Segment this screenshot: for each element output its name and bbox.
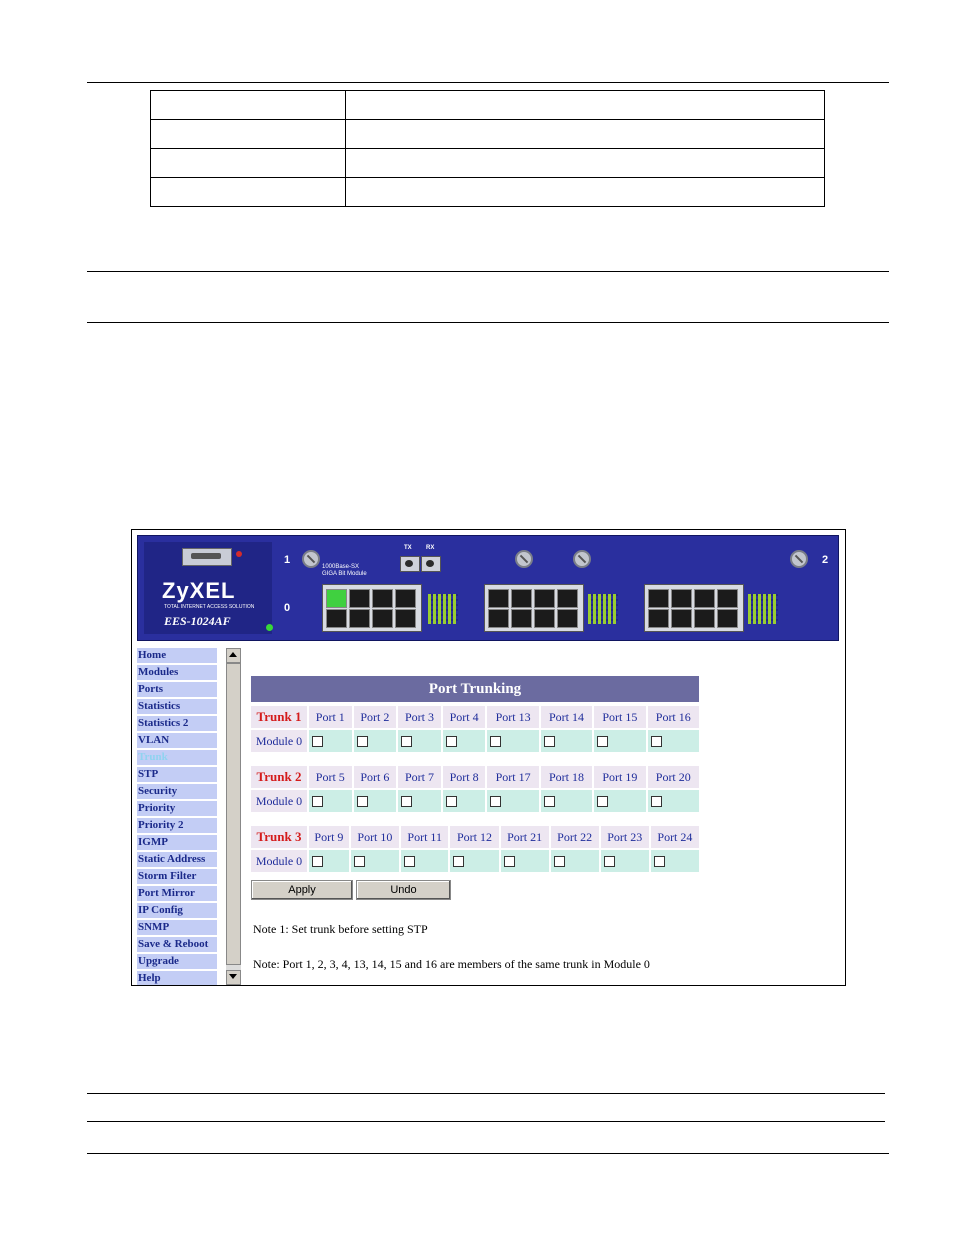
trunk3-port11-checkbox[interactable] — [404, 856, 415, 867]
arrow-down-icon — [229, 974, 237, 979]
trunk-1-table — [249, 704, 701, 754]
sidebar-item-save-reboot[interactable]: Save & Reboot — [137, 937, 217, 952]
screw-icon — [515, 550, 533, 568]
sidebar-item-priority-2[interactable]: Priority 2 — [137, 818, 217, 833]
port-label: Port 15 — [594, 706, 645, 728]
rj45-port-icon — [349, 589, 370, 608]
screenshot-frame — [131, 529, 846, 986]
sidebar-item-ip-config[interactable]: IP Config — [137, 903, 217, 918]
rj45-port-icon — [349, 609, 370, 628]
rj45-port-icon — [671, 589, 692, 608]
rj45-port-icon — [557, 609, 578, 628]
port-label: Port 16 — [648, 706, 699, 728]
sidebar-item-upgrade[interactable]: Upgrade — [137, 954, 217, 969]
fiber-port-icon — [421, 556, 441, 572]
trunk3-port21-checkbox[interactable] — [504, 856, 515, 867]
rj45-port-icon — [326, 589, 347, 608]
device-front-panel — [137, 535, 839, 641]
fiber-port-icon — [400, 556, 420, 572]
port-block-3 — [644, 584, 744, 632]
trunk1-port2-checkbox[interactable] — [357, 736, 368, 747]
rule-4 — [87, 1093, 885, 1094]
port-label: Port 8 — [443, 766, 486, 788]
port-block-1 — [322, 584, 422, 632]
port-leds-icon — [428, 594, 458, 624]
sidebar-item-security[interactable]: Security — [137, 784, 217, 799]
port-label: Port 5 — [309, 766, 352, 788]
trunk2-port7-checkbox[interactable] — [401, 796, 412, 807]
note-2: Note: Port 1, 2, 3, 4, 13, 14, 15 and 16 are members of the same trunk in Module 0 — [253, 957, 650, 971]
note-1: Note 1: Set trunk before setting STP — [253, 922, 428, 936]
module-label: Module 0 — [251, 850, 307, 872]
rj45-port-icon — [648, 609, 669, 628]
trunk3-port23-checkbox[interactable] — [604, 856, 615, 867]
trunk1-port3-checkbox[interactable] — [401, 736, 412, 747]
port-leds-icon — [588, 594, 618, 624]
rj45-port-icon — [694, 589, 715, 608]
screw-icon — [790, 550, 808, 568]
module-label: Module 0 — [251, 790, 307, 812]
port-block-2 — [484, 584, 584, 632]
scroll-thumb[interactable] — [226, 663, 241, 965]
rule-2 — [87, 271, 889, 272]
rule-5 — [87, 1121, 885, 1122]
logo-tagline: TOTAL INTERNET ACCESS SOLUTION — [164, 604, 255, 610]
rj45-port-icon — [557, 589, 578, 608]
rj45-port-icon — [717, 589, 738, 608]
sidebar-nav — [137, 648, 217, 986]
button-row — [251, 880, 699, 900]
fiber-tx-label: TX — [404, 545, 412, 551]
trunk2-port18-checkbox[interactable] — [544, 796, 555, 807]
power-led-icon — [236, 551, 242, 557]
rj45-port-icon — [395, 609, 416, 628]
apply-button[interactable]: Apply — [251, 880, 353, 900]
sidebar-scrollbar[interactable] — [226, 648, 241, 985]
trunk-name: Trunk 2 — [251, 766, 307, 788]
trunk1-port13-checkbox[interactable] — [490, 736, 501, 747]
rj45-port-icon — [534, 589, 555, 608]
port-label: Port 11 — [401, 826, 448, 848]
sidebar-item-vlan[interactable]: VLAN — [137, 733, 217, 748]
trunk3-port24-checkbox[interactable] — [654, 856, 665, 867]
port-label: Port 4 — [443, 706, 486, 728]
panel-title: Port Trunking — [251, 676, 699, 702]
sidebar-item-priority[interactable]: Priority — [137, 801, 217, 816]
module-label: Module 0 — [251, 730, 307, 752]
slot-1-label: 1 — [284, 554, 291, 566]
rj45-port-icon — [671, 609, 692, 628]
zyxel-logo: ZyXEL — [162, 578, 236, 603]
sidebar-item-port-mirror[interactable]: Port Mirror — [137, 886, 217, 901]
sidebar-item-home[interactable]: Home — [137, 648, 217, 663]
trunk1-port16-checkbox[interactable] — [651, 736, 662, 747]
sidebar-item-igmp[interactable]: IGMP — [137, 835, 217, 850]
rj45-port-icon — [488, 589, 509, 608]
port-label: Port 10 — [351, 826, 399, 848]
port-label: Port 18 — [541, 766, 592, 788]
trunk1-port1-checkbox[interactable] — [312, 736, 323, 747]
port-label: Port 14 — [541, 706, 592, 728]
status-led-icon — [266, 624, 273, 631]
port-label: Port 13 — [487, 706, 538, 728]
rj45-port-icon — [511, 589, 532, 608]
module-title-line1: 1000Base-SX — [322, 564, 360, 570]
trunk3-port22-checkbox[interactable] — [554, 856, 565, 867]
trunk2-port17-checkbox[interactable] — [490, 796, 501, 807]
module-title-line2: GIGA Bit Module — [322, 571, 367, 577]
rj45-port-icon — [488, 609, 509, 628]
port-label: Port 7 — [398, 766, 441, 788]
fiber-rx-label: RX — [426, 545, 435, 551]
port-label: Port 6 — [354, 766, 397, 788]
port-label: Port 20 — [648, 766, 699, 788]
sidebar-item-trunk[interactable]: Trunk — [137, 750, 217, 765]
sidebar-item-help[interactable]: Help — [137, 971, 217, 986]
trunk1-port15-checkbox[interactable] — [597, 736, 608, 747]
trunk2-port5-checkbox[interactable] — [312, 796, 323, 807]
rj45-port-icon — [326, 609, 347, 628]
rule-bottom — [87, 1153, 889, 1154]
sidebar-item-static-address[interactable]: Static Address — [137, 852, 217, 867]
rj45-port-icon — [372, 609, 393, 628]
rj45-port-icon — [511, 609, 532, 628]
port-label: Port 24 — [651, 826, 699, 848]
port-label: Port 17 — [487, 766, 538, 788]
device-left-panel — [144, 542, 272, 634]
rule-3 — [87, 322, 889, 323]
rj45-port-icon — [372, 589, 393, 608]
rj45-port-icon — [694, 609, 715, 628]
sidebar-item-ports[interactable]: Ports — [137, 682, 217, 697]
screw-icon — [573, 550, 591, 568]
port-label: Port 2 — [354, 706, 397, 728]
sidebar-item-stp[interactable]: STP — [137, 767, 217, 782]
scroll-down-button[interactable] — [226, 970, 241, 985]
screw-icon — [302, 550, 320, 568]
trunk1-port14-checkbox[interactable] — [544, 736, 555, 747]
slot-2-label: 2 — [822, 554, 829, 566]
port-label: Port 21 — [501, 826, 549, 848]
rj45-port-icon — [717, 609, 738, 628]
module-title — [322, 564, 367, 578]
port-label: Port 9 — [309, 826, 349, 848]
sidebar-item-statistics[interactable]: Statistics — [137, 699, 217, 714]
rj45-port-icon — [534, 609, 555, 628]
trunk3-port9-checkbox[interactable] — [312, 856, 323, 867]
sidebar-item-modules[interactable]: Modules — [137, 665, 217, 680]
rj45-port-icon — [395, 589, 416, 608]
port-trunking-panel — [251, 676, 699, 900]
arrow-up-icon — [229, 652, 237, 657]
port-leds-icon — [748, 594, 778, 624]
trunk2-port20-checkbox[interactable] — [651, 796, 662, 807]
rule-top — [87, 82, 889, 83]
console-port-icon — [182, 548, 232, 566]
trunk2-port19-checkbox[interactable] — [597, 796, 608, 807]
sidebar-item-storm-filter[interactable]: Storm Filter — [137, 869, 217, 884]
trunk3-port12-checkbox[interactable] — [453, 856, 464, 867]
sidebar-item-statistics-2[interactable]: Statistics 2 — [137, 716, 217, 731]
trunk-3-table — [249, 824, 701, 874]
port-label: Port 1 — [309, 706, 352, 728]
sidebar-item-snmp[interactable]: SNMP — [137, 920, 217, 935]
trunk-2-table — [249, 764, 701, 814]
trunk-name: Trunk 3 — [251, 826, 307, 848]
port-label: Port 22 — [551, 826, 599, 848]
port-label: Port 19 — [594, 766, 645, 788]
trunk2-port8-checkbox[interactable] — [446, 796, 457, 807]
trunk3-port10-checkbox[interactable] — [354, 856, 365, 867]
scroll-up-button[interactable] — [226, 648, 241, 663]
empty-table — [150, 90, 825, 207]
device-model: EES-1024AF — [164, 614, 231, 628]
trunk2-port6-checkbox[interactable] — [357, 796, 368, 807]
port-label: Port 3 — [398, 706, 441, 728]
undo-button[interactable]: Undo — [356, 880, 451, 900]
slot-0-label: 0 — [284, 602, 291, 614]
port-label: Port 12 — [450, 826, 498, 848]
port-label: Port 23 — [601, 826, 649, 848]
trunk-name: Trunk 1 — [251, 706, 307, 728]
trunk1-port4-checkbox[interactable] — [446, 736, 457, 747]
rj45-port-icon — [648, 589, 669, 608]
